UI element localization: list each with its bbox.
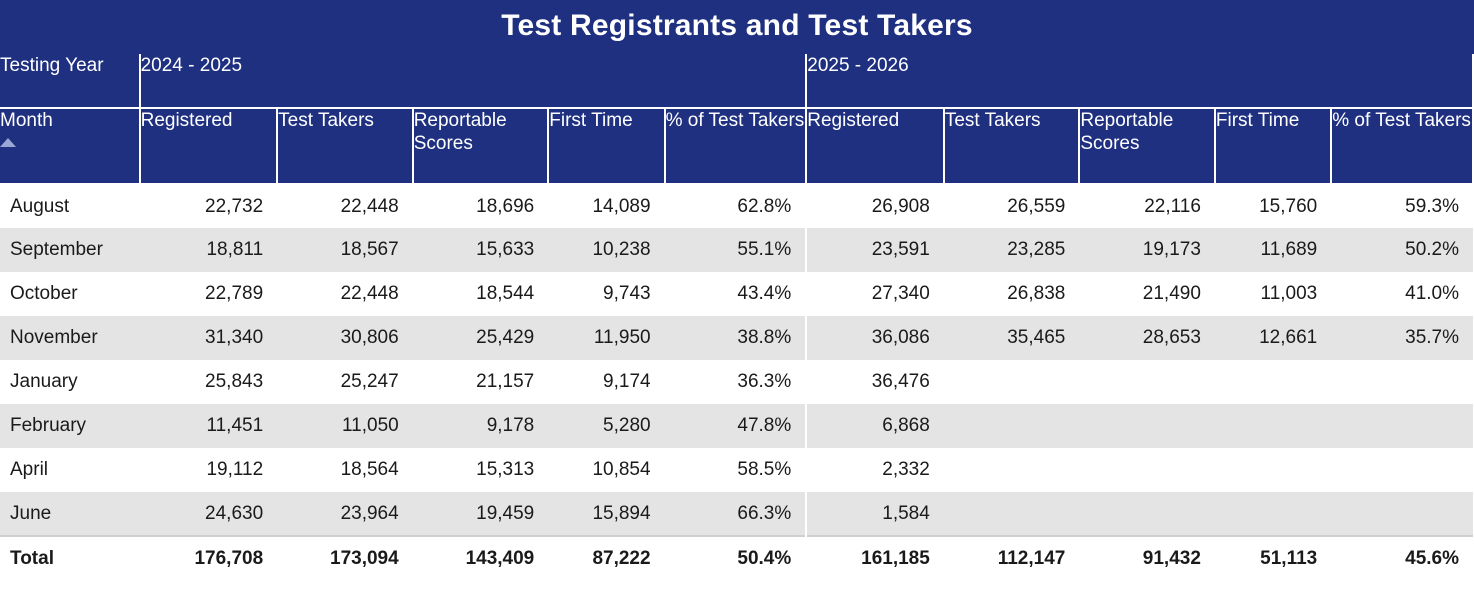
column-header-test-takers-2024[interactable]: Test Takers xyxy=(277,108,413,184)
cell-2024-2025-5: 58.5% xyxy=(665,448,807,492)
table-row xyxy=(0,272,1473,316)
cell-2024-2025-5: 55.1% xyxy=(665,228,807,272)
cell-2025-2026-4: 51,113 xyxy=(1215,536,1331,580)
table-row xyxy=(0,404,1473,448)
cell-month: November xyxy=(0,316,140,360)
cell-2025-2026-5: 35.7% xyxy=(1331,316,1473,360)
cell-2024-2025-4: 10,854 xyxy=(548,448,664,492)
header-row-columns xyxy=(0,108,1473,184)
column-header-month[interactable] xyxy=(0,108,140,184)
cell-2024-2025-3: 9,178 xyxy=(413,404,549,448)
cell-2024-2025-5: 43.4% xyxy=(665,272,807,316)
cell-2025-2026-2: 26,838 xyxy=(944,272,1080,316)
cell-2025-2026-4 xyxy=(1215,360,1331,404)
cell-2025-2026-1: 36,086 xyxy=(806,316,944,360)
cell-2025-2026-2: 26,559 xyxy=(944,184,1080,228)
data-table xyxy=(0,54,1474,580)
cell-2024-2025-4: 15,894 xyxy=(548,492,664,536)
cell-2025-2026-2: 23,285 xyxy=(944,228,1080,272)
column-header-registered-2025[interactable]: Registered xyxy=(806,108,944,184)
cell-2025-2026-3: 19,173 xyxy=(1079,228,1215,272)
cell-2025-2026-5: 45.6% xyxy=(1331,536,1473,580)
cell-2024-2025-3: 25,429 xyxy=(413,316,549,360)
year-group-2024-2025: 2024 - 2025 xyxy=(140,54,807,108)
cell-2024-2025-4: 5,280 xyxy=(548,404,664,448)
cell-2025-2026-3: 22,116 xyxy=(1079,184,1215,228)
sort-ascending-icon[interactable] xyxy=(0,138,16,147)
cell-2024-2025-5: 47.8% xyxy=(665,404,807,448)
cell-month: October xyxy=(0,272,140,316)
cell-2024-2025-4: 9,174 xyxy=(548,360,664,404)
cell-2025-2026-5 xyxy=(1331,404,1473,448)
cell-2025-2026-2 xyxy=(944,360,1080,404)
table-row xyxy=(0,492,1473,536)
cell-2024-2025-2: 23,964 xyxy=(277,492,413,536)
cell-2024-2025-5: 66.3% xyxy=(665,492,807,536)
cell-2024-2025-2: 25,247 xyxy=(277,360,413,404)
cell-2024-2025-4: 11,950 xyxy=(548,316,664,360)
cell-2025-2026-2: 35,465 xyxy=(944,316,1080,360)
cell-2025-2026-5: 59.3% xyxy=(1331,184,1473,228)
cell-2024-2025-3: 19,459 xyxy=(413,492,549,536)
cell-2025-2026-5 xyxy=(1331,360,1473,404)
table-body xyxy=(0,184,1473,580)
cell-2024-2025-5: 62.8% xyxy=(665,184,807,228)
year-group-2025-2026: 2025 - 2026 xyxy=(806,54,1473,108)
cell-2024-2025-2: 11,050 xyxy=(277,404,413,448)
page-title: Test Registrants and Test Takers xyxy=(0,0,1474,54)
cell-2024-2025-5: 50.4% xyxy=(665,536,807,580)
column-header-first-time-2024[interactable]: First Time xyxy=(548,108,664,184)
cell-2025-2026-1: 27,340 xyxy=(806,272,944,316)
cell-2024-2025-1: 25,843 xyxy=(140,360,278,404)
cell-month: September xyxy=(0,228,140,272)
cell-2024-2025-2: 22,448 xyxy=(277,272,413,316)
cell-month: January xyxy=(0,360,140,404)
cell-2024-2025-1: 24,630 xyxy=(140,492,278,536)
cell-2024-2025-4: 14,089 xyxy=(548,184,664,228)
cell-2025-2026-3 xyxy=(1079,448,1215,492)
table-row-total xyxy=(0,536,1473,580)
cell-2025-2026-4: 11,003 xyxy=(1215,272,1331,316)
cell-2024-2025-3: 15,313 xyxy=(413,448,549,492)
cell-2024-2025-2: 173,094 xyxy=(277,536,413,580)
cell-2025-2026-2 xyxy=(944,448,1080,492)
table-row xyxy=(0,184,1473,228)
cell-2025-2026-4 xyxy=(1215,492,1331,536)
cell-2024-2025-3: 15,633 xyxy=(413,228,549,272)
cell-2024-2025-2: 18,567 xyxy=(277,228,413,272)
header-row-year xyxy=(0,54,1473,108)
cell-2024-2025-2: 30,806 xyxy=(277,316,413,360)
cell-2025-2026-1: 26,908 xyxy=(806,184,944,228)
cell-2024-2025-1: 22,789 xyxy=(140,272,278,316)
cell-2025-2026-5: 41.0% xyxy=(1331,272,1473,316)
testing-year-label: Testing Year xyxy=(0,54,140,108)
cell-2025-2026-1: 2,332 xyxy=(806,448,944,492)
cell-month: April xyxy=(0,448,140,492)
column-header-registered-2024[interactable]: Registered xyxy=(140,108,278,184)
column-header-pct-test-takers-2024[interactable]: % of Test Takers xyxy=(665,108,807,184)
cell-2025-2026-3 xyxy=(1079,360,1215,404)
cell-2025-2026-3: 28,653 xyxy=(1079,316,1215,360)
column-header-test-takers-2025[interactable]: Test Takers xyxy=(944,108,1080,184)
cell-2024-2025-1: 18,811 xyxy=(140,228,278,272)
cell-month: June xyxy=(0,492,140,536)
cell-2025-2026-1: 6,868 xyxy=(806,404,944,448)
cell-2024-2025-2: 18,564 xyxy=(277,448,413,492)
cell-2024-2025-1: 19,112 xyxy=(140,448,278,492)
cell-2025-2026-4: 12,661 xyxy=(1215,316,1331,360)
cell-2024-2025-1: 176,708 xyxy=(140,536,278,580)
cell-2025-2026-4: 11,689 xyxy=(1215,228,1331,272)
cell-2025-2026-2 xyxy=(944,492,1080,536)
cell-2025-2026-3: 21,490 xyxy=(1079,272,1215,316)
cell-2025-2026-4: 15,760 xyxy=(1215,184,1331,228)
cell-2024-2025-4: 9,743 xyxy=(548,272,664,316)
cell-2025-2026-4 xyxy=(1215,448,1331,492)
cell-2025-2026-1: 161,185 xyxy=(806,536,944,580)
cell-2025-2026-4 xyxy=(1215,404,1331,448)
cell-2025-2026-5 xyxy=(1331,492,1473,536)
cell-2024-2025-4: 87,222 xyxy=(548,536,664,580)
cell-2025-2026-3: 91,432 xyxy=(1079,536,1215,580)
column-header-reportable-scores-2025[interactable]: Reportable Scores xyxy=(1079,108,1215,184)
cell-2024-2025-2: 22,448 xyxy=(277,184,413,228)
cell-2024-2025-5: 38.8% xyxy=(665,316,807,360)
column-header-reportable-scores-2024[interactable]: Reportable Scores xyxy=(413,108,549,184)
cell-2024-2025-1: 22,732 xyxy=(140,184,278,228)
cell-2025-2026-2 xyxy=(944,404,1080,448)
cell-month: Total xyxy=(0,536,140,580)
cell-2025-2026-3 xyxy=(1079,492,1215,536)
cell-2024-2025-4: 10,238 xyxy=(548,228,664,272)
cell-2024-2025-1: 31,340 xyxy=(140,316,278,360)
cell-month: August xyxy=(0,184,140,228)
cell-2024-2025-3: 143,409 xyxy=(413,536,549,580)
table-row xyxy=(0,360,1473,404)
cell-2024-2025-1: 11,451 xyxy=(140,404,278,448)
column-header-month-label: Month xyxy=(0,110,53,131)
table-header xyxy=(0,54,1473,184)
cell-2024-2025-3: 21,157 xyxy=(413,360,549,404)
cell-2024-2025-3: 18,696 xyxy=(413,184,549,228)
column-header-first-time-2025[interactable]: First Time xyxy=(1215,108,1331,184)
table-row xyxy=(0,316,1473,360)
cell-2025-2026-5: 50.2% xyxy=(1331,228,1473,272)
cell-2025-2026-3 xyxy=(1079,404,1215,448)
cell-2025-2026-1: 36,476 xyxy=(806,360,944,404)
column-header-pct-test-takers-2025[interactable]: % of Test Takers xyxy=(1331,108,1473,184)
cell-2025-2026-5 xyxy=(1331,448,1473,492)
cell-2025-2026-2: 112,147 xyxy=(944,536,1080,580)
table-row xyxy=(0,228,1473,272)
cell-2024-2025-3: 18,544 xyxy=(413,272,549,316)
cell-2024-2025-5: 36.3% xyxy=(665,360,807,404)
table-row xyxy=(0,448,1473,492)
cell-month: February xyxy=(0,404,140,448)
cell-2025-2026-1: 23,591 xyxy=(806,228,944,272)
cell-2025-2026-1: 1,584 xyxy=(806,492,944,536)
